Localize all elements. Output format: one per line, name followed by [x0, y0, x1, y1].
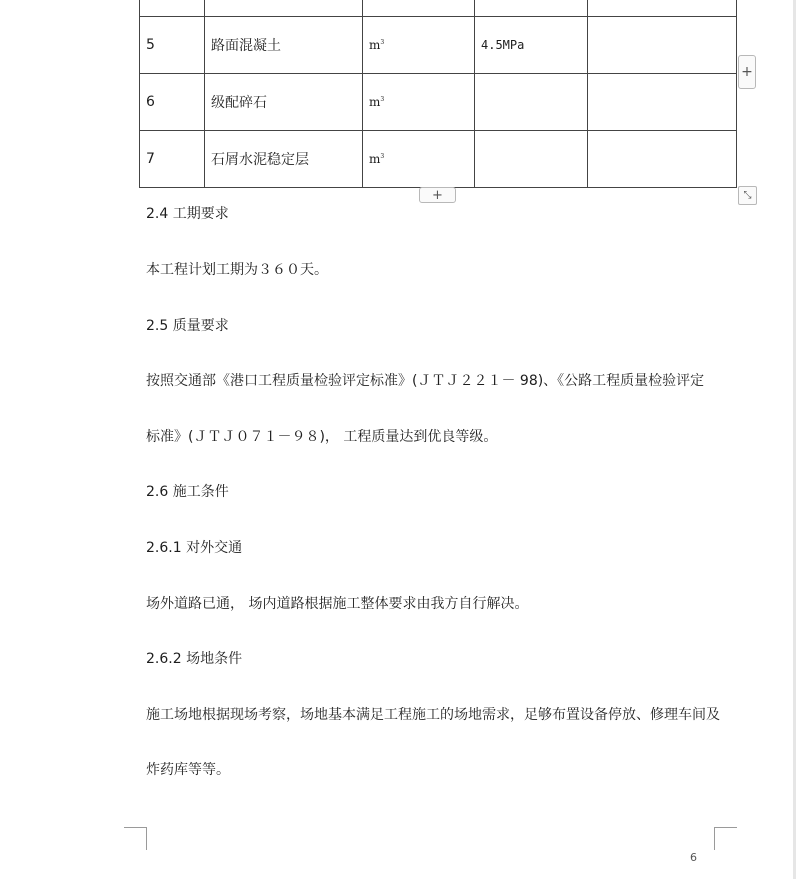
unit-text: m	[369, 38, 381, 52]
strength-cell[interactable]	[475, 131, 588, 188]
section-heading: 2.5 质量要求	[146, 318, 229, 334]
table-row	[140, 0, 737, 17]
remark-cell[interactable]	[588, 74, 737, 131]
table-cell[interactable]	[475, 0, 588, 17]
add-row-button[interactable]: +	[419, 187, 456, 203]
material-name-cell[interactable]: 石屑水泥稳定层	[205, 131, 363, 188]
row-number-cell[interactable]: 7	[140, 131, 205, 188]
unit-text: m	[369, 152, 381, 166]
page-margin-corner-left	[124, 827, 147, 850]
strength-cell[interactable]	[475, 74, 588, 131]
table-row	[140, 17, 737, 74]
paragraph: 炸药库等等。	[146, 762, 230, 778]
row-number-cell[interactable]: 6	[140, 74, 205, 131]
section-heading: 2.6 施工条件	[146, 484, 229, 500]
paragraph: 按照交通部《港口工程质量检验评定标准》(ＪＴＪ２２１－ 98)、《公路工程质量检验评定	[146, 373, 705, 389]
unit-text: m	[369, 95, 381, 109]
row-number-cell[interactable]: 5	[140, 17, 205, 74]
add-column-button[interactable]: +	[738, 55, 756, 89]
paragraph: 本工程计划工期为３６０天。	[146, 262, 328, 278]
unit-cell[interactable]	[363, 74, 475, 131]
unit-cell[interactable]	[363, 131, 475, 188]
remark-cell[interactable]	[588, 131, 737, 188]
table-cell[interactable]	[588, 0, 737, 17]
resize-table-icon[interactable]: ⤡	[738, 186, 757, 205]
table-row	[140, 131, 737, 188]
paragraph: 标准》(ＪＴＪ０７１－９８)， 工程质量达到优良等级。	[146, 429, 498, 445]
strength-cell[interactable]: 4.5MPa	[475, 17, 588, 74]
table-cell[interactable]	[363, 0, 475, 17]
table-cell[interactable]	[140, 0, 205, 17]
unit-cell[interactable]	[363, 17, 475, 74]
page-margin-corner-right	[714, 827, 737, 850]
unit-superscript: 3	[380, 96, 385, 103]
section-heading: 2.4 工期要求	[146, 206, 229, 222]
paragraph: 场外道路已通， 场内道路根据施工整体要求由我方自行解决。	[146, 596, 529, 612]
material-name-cell[interactable]: 路面混凝土	[205, 17, 363, 74]
remark-cell[interactable]	[588, 17, 737, 74]
material-name-cell[interactable]: 级配碎石	[205, 74, 363, 131]
unit-superscript: 3	[380, 153, 385, 160]
subsection-heading: 2.6.1 对外交通	[146, 540, 243, 556]
page-number: 6	[690, 851, 697, 864]
table-row	[140, 74, 737, 131]
materials-table	[139, 0, 737, 188]
subsection-heading: 2.6.2 场地条件	[146, 651, 243, 667]
table-cell[interactable]	[205, 0, 363, 17]
paragraph: 施工场地根据现场考察，场地基本满足工程施工的场地需求，足够布置设备停放、修理车间及	[146, 707, 720, 723]
unit-superscript: 3	[380, 39, 385, 46]
